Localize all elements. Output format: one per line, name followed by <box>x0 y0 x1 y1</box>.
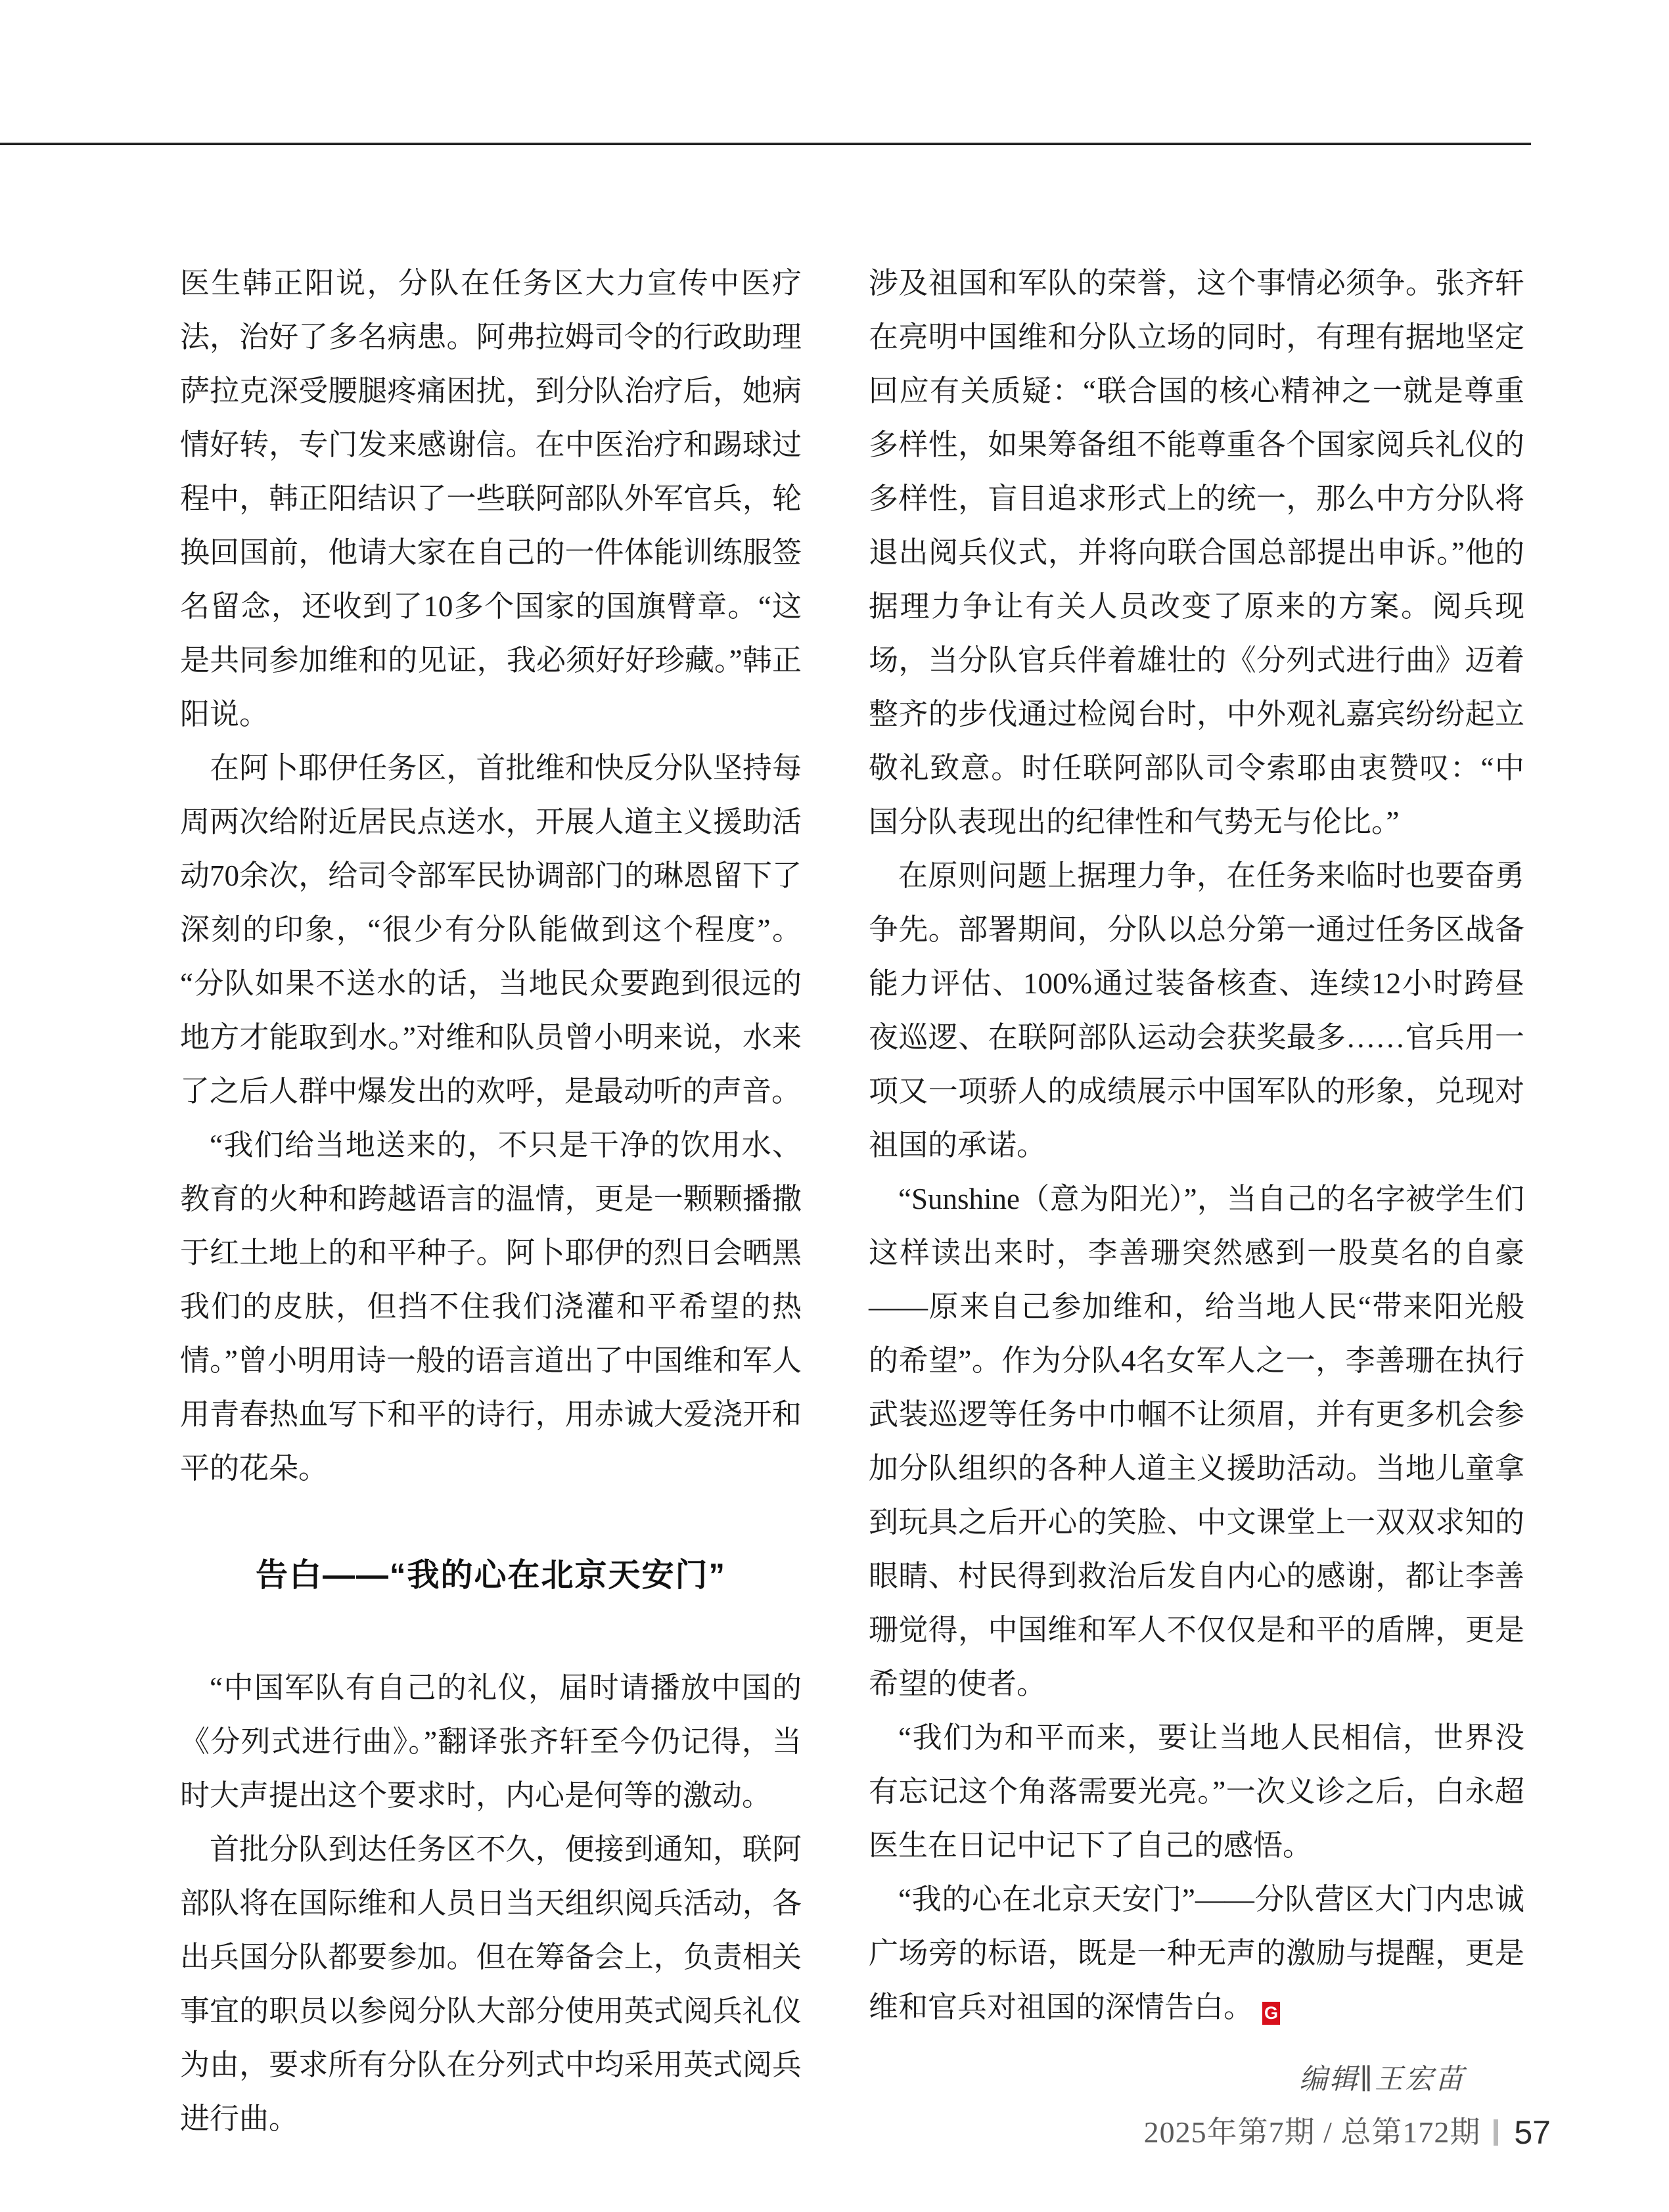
footer-issue-line <box>1144 2114 1551 2151</box>
section-heading: 告白——“我的心在北京天安门” <box>255 1558 726 1593</box>
body-paragraph: 涉及祖国和军队的荣誉，这个事情必须争。张齐轩在亮明中国维和分队立场的同时，有理有据地坚定回应有关质疑：“联合国的核心精神之一就是尊重多样性，如果筹备组不能尊重各个国家阅兵礼仪的多样性，盲目追求形式上的统一，那么中方分队将退出阅兵仪式，并将向联合国总部提出申诉。”他的据理力争让有关人员改变了原来的方案。阅兵现场，当分队官兵伴着雄壮的《分列式进行曲》迈着整齐的步伐通过检阅台时，中外观礼嘉宾纷纷起立敬礼致意。时任联阿部队司令索耶由衷赞叹：“中国分队表现出的纪律性和气势无与伦比。” <box>869 267 1524 838</box>
body-paragraph: 首批分队到达任务区不久，便接到通知，联阿部队将在国际维和人员日当天组织阅兵活动，各出兵国分队都要参加。但在筹备会上，负责相关事宜的职员以参阅分队大部分使用英式阅兵礼仪为由，要求所有分队在分列式中均采用英式阅兵进行曲。 <box>180 1833 802 2135</box>
header-rule <box>0 142 1531 145</box>
page-number: 57 <box>1514 2114 1551 2151</box>
body-paragraph: 医生韩正阳说，分队在任务区大力宣传中医疗法，治好了多名病患。阿弗拉姆司令的行政助理萨拉克深受腰腿疼痛困扰，到分队治疗后，她病情好转，专门发来感谢信。在中医治疗和踢球过程中，韩正阳结识了一些联阿部队外军官兵，轮换回国前，他请大家在自己的一件体能训练服签名留念，还收到了10多个国家的国旗臂章。“这是共同参加维和的见证，我必须好好珍藏。”韩正阳说。 <box>180 267 802 731</box>
issue-info: 2025年第7期 / 总第172期 <box>1143 2115 1481 2149</box>
body-paragraph: “我们为和平而来，要让当地人民相信，世界没有忘记这个角落需要光亮。”一次义诊之后，白永超医生在日记中记下了自己的感悟。 <box>869 1721 1524 1862</box>
body-paragraph <box>869 1872 1524 2034</box>
body-paragraph: “中国军队有自己的礼仪，届时请播放中国的《分列式进行曲》。”翻译张齐轩至今仍记得，当时大声提出这个要求时，内心是何等的激动。 <box>180 1671 802 1812</box>
left-column <box>180 256 802 2146</box>
body-paragraph: 在原则问题上据理力争，在任务来临时也要奋勇争先。部署期间，分队以总分第一通过任务区战备能力评估、100%通过装备核查、连续12小时跨昼夜巡逻、在联阿部队运动会获奖最多……官兵用一项又一项骄人的成绩展示中国军队的形象，兑现对祖国的承诺。 <box>869 859 1524 1162</box>
body-paragraph: “我们给当地送来的，不只是干净的饮用水、教育的火种和跨越语言的温情，更是一颗颗播撒于红土地上的和平种子。阿卜耶伊的烈日会晒黑我们的皮肤，但挡不住我们浇灌和平希望的热情。”曾小明用诗一般的语言道出了中国维和军人用青春热血写下和平的诗行，用赤诚大爱浇开和平的花朵。 <box>180 1129 802 1485</box>
page-number-divider <box>1494 2119 1498 2146</box>
editor-credit: 编辑∥王宏苗 <box>1299 2064 1465 2095</box>
right-column <box>869 256 1524 2146</box>
body-paragraph: 在阿卜耶伊任务区，首批维和快反分队坚持每周两次给附近居民点送水，开展人道主义援助活动70余次，给司令部军民协调部门的琳恩留下了深刻的印象，“很少有分队能做到这个程度”。“分队如果不送水的话，当地民众要跑到很远的地方才能取到水。”对维和队员曾小明来说，水来了之后人群中爆发出的欢呼，是最动听的声音。 <box>180 752 802 1108</box>
paragraph-text: “我的心在北京天安门”——分队营区大门内忠诚广场旁的标语，既是一种无声的激励与提醒，更是维和官兵对祖国的深情告白。 <box>869 1883 1524 2023</box>
article-body <box>180 256 1524 2146</box>
article-end-icon: G <box>1262 2002 1280 2025</box>
body-paragraph: “Sunshine（意为阳光）”，当自己的名字被学生们这样读出来时，李善珊突然感到一股莫名的自豪——原来自己参加维和，给当地人民“带来阳光般的希望”。作为分队4名女军人之一，李善珊在执行武装巡逻等任务中巾帼不让须眉，并有更多机会参加分队组织的各种人道主义援助活动。当地儿童拿到玩具之后开心的笑脸、中文课堂上一双双求知的眼睛、村民得到救治后发自内心的感谢，都让李善珊觉得，中国维和军人不仅仅是和平的盾牌，更是希望的使者。 <box>869 1183 1524 1700</box>
